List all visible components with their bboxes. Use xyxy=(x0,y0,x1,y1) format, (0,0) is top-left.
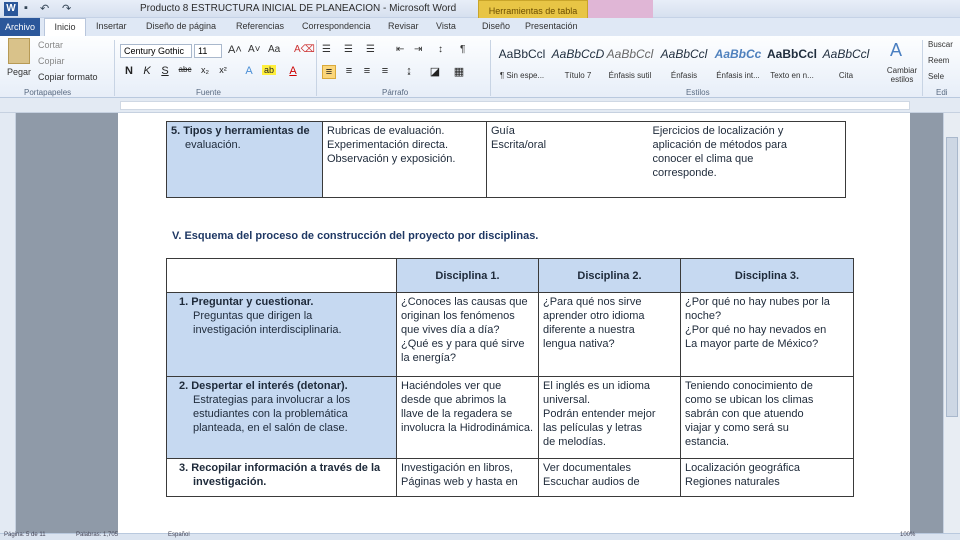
text-effects-icon[interactable]: A xyxy=(245,65,253,77)
table-cell[interactable]: Ejercicios de localización y aplicación de métodos para conocer el clima que corresponde. xyxy=(649,122,846,198)
header-cell[interactable] xyxy=(167,259,397,293)
divider xyxy=(922,40,923,96)
style-sin-espaciado[interactable] xyxy=(494,41,550,85)
undo-icon[interactable]: ↶ xyxy=(40,3,50,15)
paste-button[interactable]: Pegar xyxy=(7,67,32,77)
sort-icon[interactable]: ↕ xyxy=(438,44,443,55)
style-name: Título 7 xyxy=(564,71,592,80)
highlight-icon[interactable]: ab xyxy=(263,65,274,75)
align-right-icon[interactable]: ≡ xyxy=(363,65,371,77)
style-sample: AaBbCcl xyxy=(766,47,817,61)
font-size-dropdown[interactable]: 11 xyxy=(194,44,222,58)
style-name: Cita xyxy=(838,71,854,80)
table-cell[interactable]: Ver documentales Escuchar audios de xyxy=(539,459,681,497)
table-cell[interactable]: Localización geográfica Regiones naturales xyxy=(681,459,854,497)
tab-diseno-pagina[interactable]: Diseño de página xyxy=(146,21,217,31)
table-cell[interactable]: ¿Conoces las causas que originan los fenómenos que vives día a día? ¿Qué es y para qué sirve la energía? xyxy=(397,293,539,377)
scrollbar-thumb[interactable] xyxy=(946,137,958,417)
style-sample: AaBbCcl xyxy=(660,47,708,61)
table-cell[interactable]: El inglés es un idioma universal. Podrán entender mejor las películas y letras de melodías. xyxy=(539,377,681,459)
change-case-icon[interactable]: Aa xyxy=(268,44,281,55)
style-texto-negrita[interactable] xyxy=(764,41,820,85)
italic-button[interactable]: K xyxy=(143,65,151,77)
table-cell[interactable]: Guía Escrita/oral xyxy=(487,122,649,198)
header-cell[interactable]: Disciplina 3. xyxy=(681,259,854,293)
table-cell[interactable]: ¿Por qué no hay nubes por la noche? ¿Por qué no hay nevados en La mayor parte de México? xyxy=(681,293,854,377)
header-cell[interactable]: Disciplina 1. xyxy=(397,259,539,293)
style-cita[interactable] xyxy=(818,41,874,85)
styles-group-label: Estilos xyxy=(686,88,710,97)
increase-indent-icon[interactable]: ⇥ xyxy=(414,44,423,55)
style-sample: AaBbCcl xyxy=(822,47,870,61)
ribbon xyxy=(0,36,960,98)
tab-revisar[interactable]: Revisar xyxy=(388,21,419,31)
show-marks-icon[interactable]: ¶ xyxy=(460,44,466,55)
cell-text: evaluación. xyxy=(185,139,241,151)
tab-referencias[interactable]: Referencias xyxy=(236,21,285,31)
table-cell[interactable] xyxy=(167,459,397,497)
section-heading: V. Esquema del proceso de construcción del proyecto por disciplinas. xyxy=(172,230,539,242)
page-count[interactable]: Página: 5 de 11 xyxy=(4,532,46,538)
table-cell[interactable] xyxy=(167,122,323,198)
table-cell[interactable] xyxy=(167,377,397,459)
disciplines-table[interactable] xyxy=(166,258,854,497)
copy-button[interactable]: Copiar xyxy=(38,56,65,66)
shading-icon[interactable]: ◪ xyxy=(429,66,441,78)
style-sample: AaBbCcl xyxy=(606,47,654,61)
table-cell[interactable] xyxy=(167,293,397,377)
superscript-button[interactable]: x² xyxy=(219,65,227,75)
style-titulo-7[interactable] xyxy=(550,41,606,85)
paragraph-group-label: Párrafo xyxy=(382,88,409,97)
style-name: Énfasis int... xyxy=(716,71,760,80)
select-button[interactable]: Sele xyxy=(928,72,945,81)
justify-icon[interactable]: ≡ xyxy=(381,65,389,77)
table-row[interactable] xyxy=(167,293,854,377)
style-enfasis-sutil[interactable] xyxy=(602,41,658,85)
table-row[interactable] xyxy=(167,459,854,497)
tab-insertar[interactable]: Insertar xyxy=(96,21,127,31)
style-sample: AaBbCcD xyxy=(551,47,605,61)
underline-button[interactable]: S xyxy=(161,65,169,77)
line-spacing-icon[interactable]: ↨ xyxy=(406,65,412,77)
font-group-label: Fuente xyxy=(196,88,221,97)
style-sample: AaBbCc xyxy=(714,47,762,61)
language-indicator[interactable]: Español xyxy=(168,532,190,538)
horizontal-ruler[interactable] xyxy=(0,98,960,113)
replace-button[interactable]: Reem xyxy=(928,56,950,65)
font-color-button[interactable]: A xyxy=(289,65,297,77)
font-name-dropdown[interactable]: Century Gothic xyxy=(120,44,192,58)
save-icon[interactable]: ▪ xyxy=(24,2,28,14)
table-cell[interactable]: Haciéndoles ver que desde que abrimos la llave de la regadera se involucra la Hidrodinámica. xyxy=(397,377,539,459)
window-title: Producto 8 ESTRUCTURA INICIAL DE PLANEACION - Microsoft Word xyxy=(140,3,457,14)
evaluation-table[interactable] xyxy=(166,121,846,198)
style-name: ¶ Sin espe... xyxy=(499,71,545,80)
vertical-ruler[interactable] xyxy=(0,113,16,533)
align-left-icon[interactable]: ≡ xyxy=(322,65,336,79)
bullets-icon[interactable]: ☰ xyxy=(322,44,331,55)
tab-correspondencia[interactable]: Correspondencia xyxy=(302,21,371,31)
borders-icon[interactable]: ▦ xyxy=(453,66,465,78)
style-enfasis-intenso[interactable] xyxy=(710,41,766,85)
table-cell[interactable]: ¿Para qué nos sirve aprender otro idioma diferente a nuestra lengua nativa? xyxy=(539,293,681,377)
ribbon-tabs xyxy=(0,18,960,36)
style-enfasis[interactable] xyxy=(656,41,712,85)
strikethrough-button[interactable]: abc xyxy=(178,65,192,74)
style-name: Texto en n... xyxy=(770,71,814,80)
row-description: Preguntas que dirigen la investigación interdisciplinaria. xyxy=(193,310,342,336)
row-description: Estrategias para involucrar a los estudiantes con la problemática planteada, en el salón de clase. xyxy=(193,394,351,434)
word-app-icon[interactable]: W xyxy=(4,2,18,16)
table-tools-context-tab: Herramientas de tabla xyxy=(478,0,588,20)
cut-button[interactable]: Cortar xyxy=(38,40,64,50)
table-cell[interactable]: Teniendo conocimiento de como se ubican los climas sabrán con que atuendo viajar y como será su estancia. xyxy=(681,377,854,459)
grow-font-icon[interactable]: A˄ xyxy=(228,44,242,56)
style-name: Énfasis sutil xyxy=(608,71,652,80)
row-title: 2. Despertar el interés (detonar). xyxy=(179,380,348,392)
tab-inicio[interactable]: Inicio xyxy=(44,18,86,36)
vertical-scrollbar[interactable] xyxy=(943,113,960,533)
table-cell[interactable]: Investigación en libros, Páginas web y hasta en xyxy=(397,459,539,497)
context-tab-accent xyxy=(588,0,653,20)
row-title: 3. Recopilar información a través de la xyxy=(179,462,381,474)
table-cell[interactable]: Rubricas de evaluación. Experimentación directa. Observación y exposición. xyxy=(323,122,487,198)
format-painter-button[interactable]: Copiar formato xyxy=(38,72,98,82)
shrink-font-icon[interactable]: A˅ xyxy=(248,44,261,55)
style-sample: AaBbCcl xyxy=(498,47,546,61)
tab-presentacion[interactable]: Presentación xyxy=(525,21,578,31)
row-description: investigación. xyxy=(193,476,267,488)
table-row[interactable] xyxy=(167,377,854,459)
tab-vista[interactable]: Vista xyxy=(436,21,456,31)
word-count[interactable]: Palabras: 1,705 xyxy=(76,532,119,538)
clear-format-icon[interactable]: A⌫ xyxy=(294,44,315,55)
multilevel-list-icon[interactable]: ☰ xyxy=(366,44,375,55)
cell-text: 5. Tipos y herramientas de xyxy=(171,125,310,137)
ruler-scale xyxy=(120,101,910,110)
header-cell[interactable]: Disciplina 2. xyxy=(539,259,681,293)
decrease-indent-icon[interactable]: ⇤ xyxy=(396,44,405,55)
find-button[interactable]: Buscar xyxy=(928,40,953,49)
tab-archivo[interactable]: Archivo xyxy=(0,18,40,36)
clipboard-group-label: Portapapeles xyxy=(24,88,72,97)
redo-icon[interactable]: ↷ xyxy=(62,3,72,15)
status-bar xyxy=(0,533,960,540)
change-styles-icon[interactable]: A xyxy=(890,40,903,60)
subscript-button[interactable]: x₂ xyxy=(201,65,209,75)
paste-icon[interactable] xyxy=(8,38,30,64)
table-header-row[interactable] xyxy=(167,259,854,293)
editing-group-label: Edi xyxy=(936,88,948,97)
divider xyxy=(316,40,317,96)
align-center-icon[interactable]: ≡ xyxy=(345,65,353,77)
change-styles-button[interactable]: Cambiar estilos xyxy=(886,66,918,84)
zoom-level[interactable]: 100% xyxy=(900,532,916,538)
bold-button[interactable]: N xyxy=(125,65,133,77)
numbering-icon[interactable]: ☰ xyxy=(344,44,353,55)
style-name: Énfasis xyxy=(670,71,698,80)
divider xyxy=(114,40,115,96)
tab-diseno[interactable]: Diseño xyxy=(482,21,511,31)
divider xyxy=(490,40,491,96)
table-row[interactable] xyxy=(167,122,846,198)
row-title: 1. Preguntar y cuestionar. xyxy=(179,296,314,308)
